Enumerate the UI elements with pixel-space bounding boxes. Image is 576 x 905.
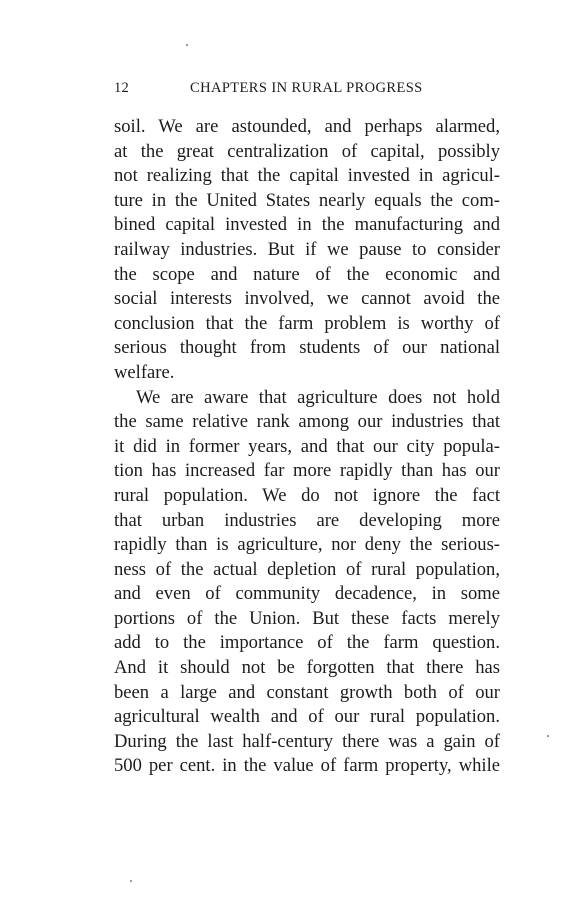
text-line: bined capital invested in the manufacturing and	[114, 214, 500, 236]
paper-speck	[547, 735, 549, 737]
text-line: ness of the actual depletion of rural population,	[114, 558, 500, 580]
text-line: it did in former years, and that our city popula-	[114, 435, 500, 457]
text-line: rapidly than is agriculture, nor deny the serious-	[114, 534, 500, 556]
text-line: not realizing that the capital invested in agricul-	[114, 165, 500, 187]
running-header	[114, 80, 500, 100]
text-line: social interests involved, we cannot avoid the	[114, 288, 500, 310]
body-text	[114, 115, 500, 779]
text-line: serious thought from students of our national	[114, 337, 500, 359]
page-number: 12	[114, 80, 129, 96]
text-line: that urban industries are developing more	[114, 509, 500, 531]
text-line: portions of the Union. But these facts merely	[114, 607, 500, 629]
text-line: railway industries. But if we pause to consider	[114, 238, 500, 260]
text-line: at the great centralization of capital, possibly	[114, 140, 500, 162]
text-line: We are aware that agriculture does not hold	[136, 386, 500, 408]
running-title: CHAPTERS IN RURAL PROGRESS	[190, 80, 423, 96]
text-line: add to the importance of the farm question.	[114, 632, 500, 654]
text-line: and even of community decadence, in some	[114, 583, 500, 605]
text-line: the scope and nature of the economic and	[114, 263, 500, 285]
text-line: soil. We are astounded, and perhaps alarmed,	[114, 116, 500, 137]
paper-speck	[186, 44, 188, 46]
text-line: rural population. We do not ignore the fact	[114, 484, 500, 506]
text-line: 500 per cent. in the value of farm property, while	[114, 755, 500, 777]
text-line: During the last half-century there was a gain of	[114, 730, 500, 752]
text-line: been a large and constant growth both of our	[114, 681, 500, 703]
text-line: ture in the United States nearly equals the com-	[114, 189, 500, 211]
text-line: agricultural wealth and of our rural population.	[114, 706, 500, 728]
text-line: conclusion that the farm problem is worthy of	[114, 312, 500, 334]
text-line: tion has increased far more rapidly than has our	[114, 460, 500, 482]
text-line: And it should not be forgotten that there has	[114, 657, 500, 679]
paper-speck	[130, 880, 132, 882]
text-line: the same relative rank among our industries that	[114, 411, 500, 433]
text-line: welfare.	[114, 361, 175, 383]
